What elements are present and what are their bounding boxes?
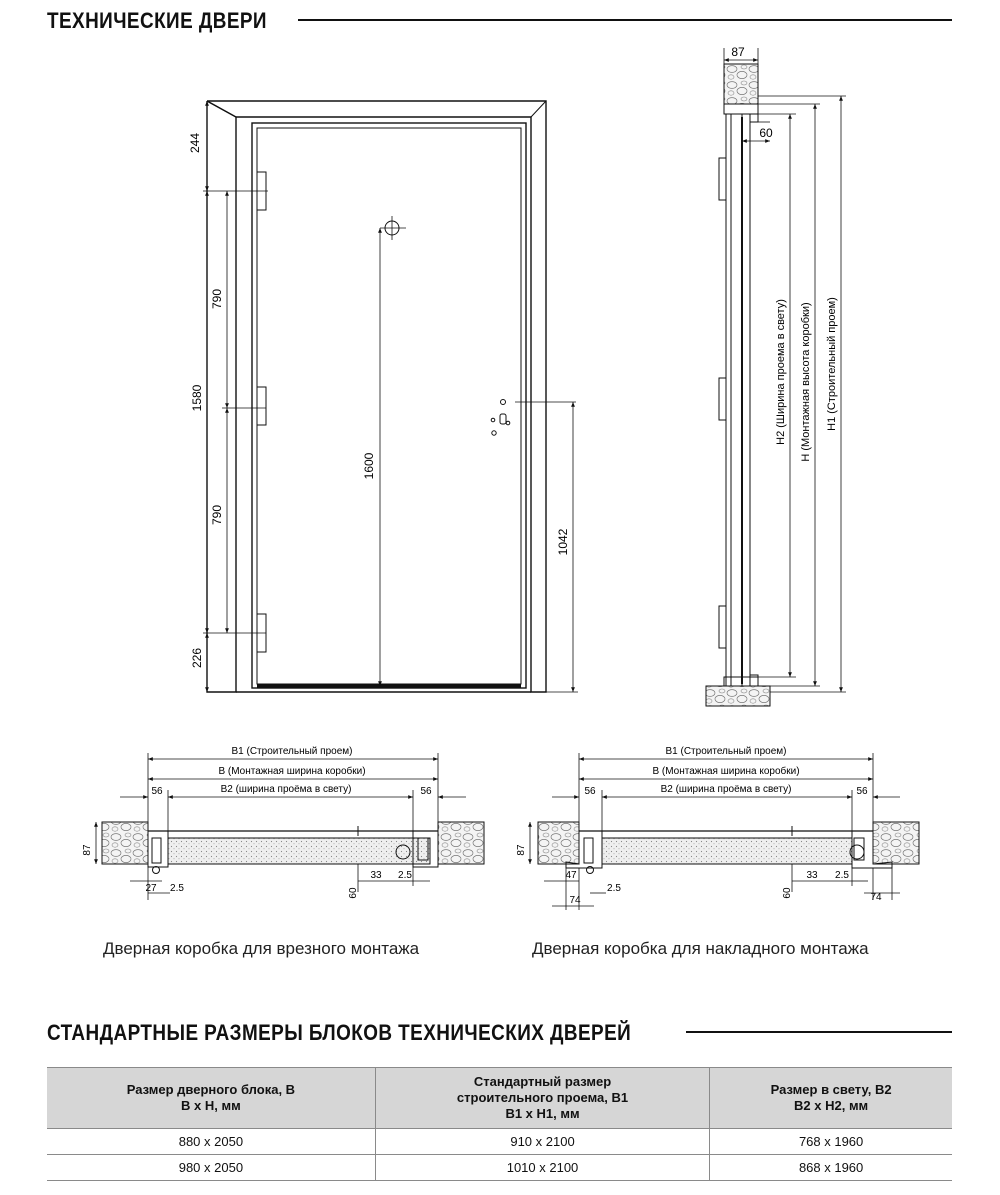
header-opening-size: Стандартный размер строительного проема, B1 B1 x H1, мм <box>375 1068 709 1129</box>
overlay-d33: 33 <box>806 870 818 881</box>
overlay-right56: 56 <box>856 786 868 797</box>
mortise-b1: B1 (Строительный проем) <box>231 746 353 757</box>
mortise-b2: B2 (ширина проёма в свету) <box>220 784 352 795</box>
header-block-size: Размер дверного блока, B B x H, мм <box>47 1068 375 1129</box>
table-cell: 880 x 2050 <box>47 1129 375 1155</box>
plan-mortise <box>102 822 484 874</box>
mortise-d60: 60 <box>348 887 359 899</box>
side-depth: 87 <box>731 45 745 59</box>
heading-rule-2 <box>686 1031 952 1033</box>
door-side-view <box>706 64 770 706</box>
mortise-d33: 33 <box>370 870 382 881</box>
table-row <box>47 1155 952 1181</box>
dim-top: 244 <box>188 132 202 154</box>
mortise-wall: 87 <box>82 844 93 856</box>
dim-handle-height: 1042 <box>556 528 570 556</box>
table-cell: 868 x 1960 <box>710 1155 952 1181</box>
table-cell: 1010 x 2100 <box>375 1155 709 1181</box>
table-cell: 768 x 1960 <box>710 1129 952 1155</box>
plan-overlay <box>538 822 919 874</box>
door-front-view <box>207 101 546 692</box>
caption-mortise: Дверная коробка для врезного монтажа <box>103 939 420 958</box>
sizes-table <box>47 1067 952 1181</box>
overlay-d25a: 2.5 <box>607 883 621 894</box>
overlay-b1: B1 (Строительный проем) <box>665 746 787 757</box>
overlay-wall: 87 <box>516 844 527 856</box>
side-h: H (Монтажная высота коробки) <box>800 302 812 462</box>
dim-total: 1580 <box>190 384 204 412</box>
caption-overlay: Дверная коробка для накладного монтажа <box>532 939 869 958</box>
dim-center-height: 1600 <box>362 452 376 480</box>
overlay-b: B (Монтажная ширина коробки) <box>652 766 800 777</box>
side-frame: 60 <box>759 126 773 140</box>
dim-mid-upper: 790 <box>210 288 224 310</box>
dim-mid-lower: 790 <box>210 504 224 526</box>
table-header-row <box>47 1068 952 1129</box>
section-title-tech-doors: ТЕХНИЧЕСКИЕ ДВЕРИ <box>47 8 267 33</box>
mortise-d27: 27 <box>145 883 157 894</box>
table-cell: 980 x 2050 <box>47 1155 375 1181</box>
overlay-d47: 47 <box>565 870 577 881</box>
overlay-b2: B2 (ширина проёма в свету) <box>660 784 792 795</box>
header-clear-size: Размер в свету, B2 B2 x H2, мм <box>710 1068 952 1129</box>
section-title-standard-sizes: СТАНДАРТНЫЕ РАЗМЕРЫ БЛОКОВ ТЕХНИЧЕСКИХ ДВЕРЕЙ <box>47 1020 632 1045</box>
door-handle-icon <box>491 400 510 436</box>
dim-bottom: 226 <box>190 647 204 669</box>
mortise-d25b: 2.5 <box>398 870 412 881</box>
mortise-b: B (Монтажная ширина коробки) <box>218 766 366 777</box>
front-inner-dimensions <box>380 228 578 692</box>
mortise-left56: 56 <box>151 786 163 797</box>
side-h2: H2 (Ширина проема в свету) <box>775 299 787 445</box>
overlay-left56: 56 <box>584 786 596 797</box>
overlay-d74a: 74 <box>569 895 581 906</box>
mortise-right56: 56 <box>420 786 432 797</box>
overlay-d25b: 2.5 <box>835 870 849 881</box>
overlay-d60: 60 <box>782 887 793 899</box>
side-h1: H1 (Строительный проем) <box>826 297 838 431</box>
table-row <box>47 1129 952 1155</box>
mortise-d25a: 2.5 <box>170 883 184 894</box>
table-cell: 910 x 2100 <box>375 1129 709 1155</box>
overlay-d74b: 74 <box>870 892 882 903</box>
